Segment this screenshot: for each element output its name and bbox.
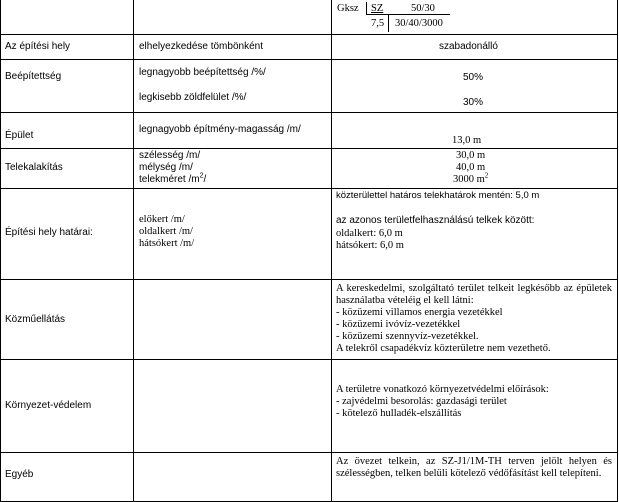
environment-item: - zajvédelmi besorolás: gazdasági terület (336, 396, 507, 407)
utilities-item: - közüzemi szennyvíz-vezetékkel. (336, 331, 479, 342)
plot-size-value: 3000 $m^2$ (453, 171, 489, 185)
min-green-label: legkisebb zöldfelület /%/ (139, 92, 247, 103)
boundaries-label: Építési hely határai: (5, 227, 93, 238)
environment-intro: A területre vonatkozó környezetvédelmi előírások: (336, 384, 549, 395)
plot-label: Telekalakítás (5, 162, 63, 173)
front-yard-note: közterülettel határos telekhatárok mentén: 5,0 m (336, 190, 540, 201)
same-use-heading: az azonos területfelhasználású telkek között: (336, 215, 535, 226)
grid-line (0, 188, 618, 189)
zoning-code (331, 0, 617, 34)
grid-line (0, 452, 618, 453)
grid-line (331, 0, 332, 502)
location-description: elhelyezkedése tömbönként (139, 41, 263, 52)
utilities-intro: A kereskedelmi, szolgáltató terület telkeit legkésőbb az épületek használatba vételéig el kell látni: (336, 283, 612, 306)
code-bottom-right: 30/40/3000 (395, 18, 443, 29)
min-green-value: 30% (463, 97, 484, 108)
rear-yard-label: hátsókert /m/ (139, 238, 195, 249)
rear-yard-value: hátsókert: 6,0 m (336, 240, 404, 251)
grid-line (0, 0, 1, 502)
utilities-item: - közüzemi ivóvíz-vezetékkel (336, 319, 461, 330)
grid-line (0, 148, 618, 149)
grid-line (0, 359, 618, 360)
building-label: Épület (5, 130, 34, 141)
max-built-value: 50% (463, 72, 484, 83)
environment-label: Környezet-védelem (5, 400, 92, 411)
location-label: Az építési hely (5, 41, 71, 52)
grid-line (0, 279, 618, 280)
grid-line (0, 59, 618, 60)
code-divider (366, 14, 450, 15)
code-divider (388, 14, 389, 32)
max-built-label: legnagyobb beépítettség /%/ (139, 67, 266, 78)
code-label: Gksz (337, 3, 359, 14)
coverage-label: Beépítettség (5, 71, 62, 82)
front-yard-label: előkert /m/ (139, 214, 185, 225)
side-yard-value: oldalkert: 6,0 m (336, 228, 403, 239)
other-label: Egyéb (5, 469, 34, 480)
plot-depth-label: mélység /m/ (139, 162, 193, 173)
utilities-label: Közműellátás (5, 314, 66, 325)
utilities-item: - közüzemi villamos energia vezetékkel (336, 307, 503, 318)
utilities-footer: A telekről csapadékvíz közterületre nem vezethető. (336, 343, 551, 354)
plot-depth-value: 40,0 m (456, 162, 486, 173)
plot-width-value: 30,0 m (456, 150, 486, 161)
code-zone: SZ (371, 3, 384, 14)
grid-line (133, 0, 134, 502)
other-text: Az övezet telkein, az SZ-J1/1M-TH terven jelölt helyen és szélességben, telken belüli kötelező védőfásítást kell telepíteni. (336, 456, 612, 479)
plot-size-label: telekméret $/m^2/$ (139, 172, 207, 185)
code-divider (366, 2, 367, 14)
side-yard-label: oldalkert /m/ (139, 226, 193, 237)
grid-line (617, 0, 618, 502)
building-description: legnagyobb építmény-magasság /m/ (139, 124, 301, 135)
location-value: szabadonálló (439, 41, 498, 52)
environment-item: - kötelező hulladék-elszállítás (336, 408, 462, 419)
grid-line (0, 112, 618, 113)
code-bottom-left: 7,5 (371, 18, 385, 29)
grid-line (0, 34, 618, 35)
building-value: 13,0 m (452, 135, 482, 146)
code-top-right: 50/30 (411, 3, 435, 14)
plot-width-label: szélesség /m/ (139, 150, 201, 161)
